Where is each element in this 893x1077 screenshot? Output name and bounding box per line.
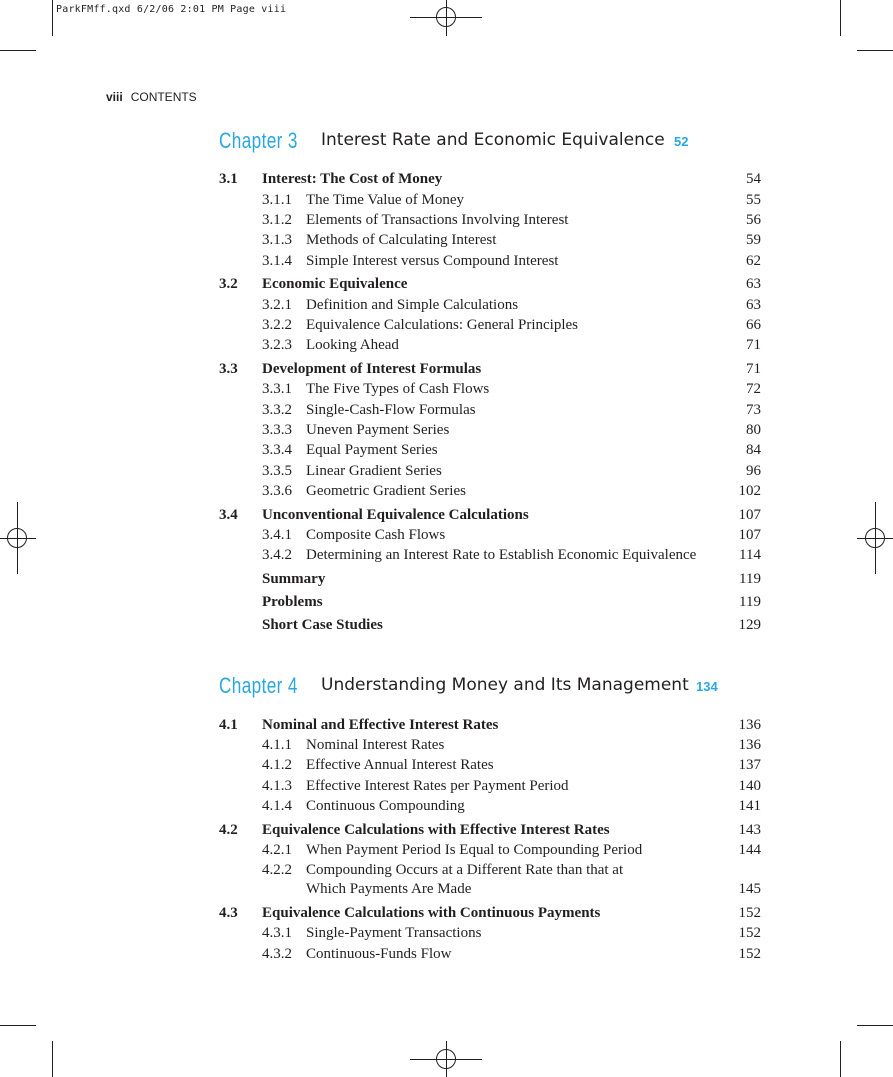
entry-page: 137 xyxy=(738,757,761,773)
entry-number: 3.1.3 xyxy=(262,232,292,248)
entry-page: 71 xyxy=(746,337,761,353)
crop-mark xyxy=(0,1025,36,1026)
entry-page: 56 xyxy=(746,212,761,228)
crop-mark xyxy=(52,0,53,36)
entry-page: 152 xyxy=(738,905,761,921)
entry-number: 3.3.1 xyxy=(262,381,292,397)
entry-number: 4.2.2 xyxy=(262,862,292,878)
entry-page: 55 xyxy=(746,192,761,208)
entry-title: Development of Interest Formulas xyxy=(262,361,482,377)
running-head-label: CONTENTS xyxy=(130,90,197,104)
entry-number: 3.3.3 xyxy=(262,422,292,438)
running-head xyxy=(106,90,197,104)
entry-page: 140 xyxy=(738,778,761,794)
chapter-label: Chapter 3 xyxy=(219,128,298,153)
entry-page: 96 xyxy=(746,463,761,479)
entry-title: Short Case Studies xyxy=(262,617,383,633)
entry-number: 3.3.6 xyxy=(262,483,292,499)
entry-title: Interest: The Cost of Money xyxy=(262,171,443,187)
entry-number: 4.2.1 xyxy=(262,842,292,858)
crop-mark xyxy=(0,50,36,51)
entry-page: 72 xyxy=(746,381,761,397)
page-number: viii xyxy=(106,90,123,104)
entry-title: Continuous-Funds Flow xyxy=(306,946,452,962)
entry-number: 3.4 xyxy=(219,507,238,523)
entry-number: 4.3 xyxy=(219,905,238,921)
entry-title: Equivalence Calculations with Effective Interest Rates xyxy=(262,822,610,838)
entry-number: 3.1 xyxy=(219,171,238,187)
entry-number: 3.3.5 xyxy=(262,463,292,479)
entry-number: 3.2.3 xyxy=(262,337,292,353)
entry-number: 4.3.2 xyxy=(262,946,292,962)
entry-title: Methods of Calculating Interest xyxy=(306,232,497,248)
entry-title: Effective Annual Interest Rates xyxy=(306,757,494,773)
entry-page: 129 xyxy=(738,617,761,633)
entry-page: 102 xyxy=(738,483,761,499)
entry-number: 3.2.2 xyxy=(262,317,292,333)
entry-page: 119 xyxy=(739,571,761,587)
entry-page: 136 xyxy=(738,717,761,733)
entry-number: 4.1.3 xyxy=(262,778,292,794)
entry-page: 107 xyxy=(738,527,761,543)
chapter-title: Understanding Money and Its Management xyxy=(321,675,689,695)
entry-page: 136 xyxy=(738,737,761,753)
entry-page: 59 xyxy=(746,232,761,248)
entry-page: 66 xyxy=(746,317,761,333)
entry-title: Equivalence Calculations: General Principles xyxy=(306,317,578,333)
entry-page: 84 xyxy=(746,442,761,458)
entry-page: 107 xyxy=(738,507,761,523)
entry-number: 3.3 xyxy=(219,361,238,377)
entry-title: Single-Cash-Flow Formulas xyxy=(306,402,476,418)
entry-number: 3.4.1 xyxy=(262,527,292,543)
entry-title: Effective Interest Rates per Payment Period xyxy=(306,778,569,794)
entry-page: 63 xyxy=(746,276,761,292)
entry-title: Looking Ahead xyxy=(306,337,399,353)
entry-title: Economic Equivalence xyxy=(262,276,408,292)
entry-number: 4.2 xyxy=(219,822,238,838)
entry-title: Elements of Transactions Involving Interest xyxy=(306,212,569,228)
chapter-title: Interest Rate and Economic Equivalence xyxy=(321,130,665,150)
entry-title: Definition and Simple Calculations xyxy=(306,297,519,313)
entry-title: Equivalence Calculations with Continuous Payments xyxy=(262,905,601,921)
entry-title: Continuous Compounding xyxy=(306,798,465,814)
entry-title: Linear Gradient Series xyxy=(306,463,442,479)
crop-mark xyxy=(857,1025,893,1026)
entry-title: Geometric Gradient Series xyxy=(306,483,466,499)
entry-number: 4.1.1 xyxy=(262,737,292,753)
entry-page: 62 xyxy=(746,253,761,269)
entry-page: 71 xyxy=(746,361,761,377)
entry-page: 54 xyxy=(746,171,761,187)
entry-number: 3.2.1 xyxy=(262,297,292,313)
entry-number: 3.4.2 xyxy=(262,547,292,563)
chapter-page: 52 xyxy=(674,134,689,149)
entry-page: 143 xyxy=(738,822,761,838)
entry-title: Simple Interest versus Compound Interest xyxy=(306,253,559,269)
crop-mark xyxy=(840,1041,841,1077)
entry-title: When Payment Period Is Equal to Compounding Period xyxy=(306,842,643,858)
entry-title: Problems xyxy=(262,594,323,610)
entry-title: Equal Payment Series xyxy=(306,442,438,458)
entry-page: 63 xyxy=(746,297,761,313)
entry-title: The Time Value of Money xyxy=(306,192,465,208)
entry-title: Composite Cash Flows xyxy=(306,527,446,543)
entry-page: 144 xyxy=(738,842,761,858)
entry-title: Nominal Interest Rates xyxy=(306,737,445,753)
entry-number: 3.3.2 xyxy=(262,402,292,418)
entry-title: The Five Types of Cash Flows xyxy=(306,381,490,397)
entry-number: 3.3.4 xyxy=(262,442,292,458)
chapter-label: Chapter 4 xyxy=(219,673,298,698)
entry-title: Compounding Occurs at a Different Rate than that at xyxy=(306,862,624,878)
entry-title: Unconventional Equivalence Calculations xyxy=(262,507,529,523)
crop-mark xyxy=(840,0,841,36)
entry-number: 4.3.1 xyxy=(262,925,292,941)
entry-number: 3.2 xyxy=(219,276,238,292)
entry-page: 80 xyxy=(746,422,761,438)
crop-mark xyxy=(857,50,893,51)
entry-page: 145 xyxy=(738,881,761,897)
entry-number: 4.1.2 xyxy=(262,757,292,773)
entry-number: 3.1.2 xyxy=(262,212,292,228)
entry-number: 3.1.4 xyxy=(262,253,292,269)
entry-title: Which Payments Are Made xyxy=(306,881,472,897)
chapter-page: 134 xyxy=(696,679,718,694)
entry-number: 3.1.1 xyxy=(262,192,292,208)
entry-title: Single-Payment Transactions xyxy=(306,925,482,941)
entry-page: 141 xyxy=(738,798,761,814)
entry-title: Uneven Payment Series xyxy=(306,422,450,438)
entry-page: 152 xyxy=(738,925,761,941)
entry-number: 4.1.4 xyxy=(262,798,292,814)
entry-page: 152 xyxy=(738,946,761,962)
entry-title: Determining an Interest Rate to Establish Economic Equivalence xyxy=(306,547,697,563)
entry-page: 114 xyxy=(739,547,761,563)
entry-title: Nominal and Effective Interest Rates xyxy=(262,717,499,733)
entry-page: 73 xyxy=(746,402,761,418)
print-slug: ParkFMff.qxd 6/2/06 2:01 PM Page viii xyxy=(56,4,287,15)
crop-mark xyxy=(52,1041,53,1077)
entry-page: 119 xyxy=(739,594,761,610)
entry-title: Summary xyxy=(262,571,326,587)
entry-number: 4.1 xyxy=(219,717,238,733)
